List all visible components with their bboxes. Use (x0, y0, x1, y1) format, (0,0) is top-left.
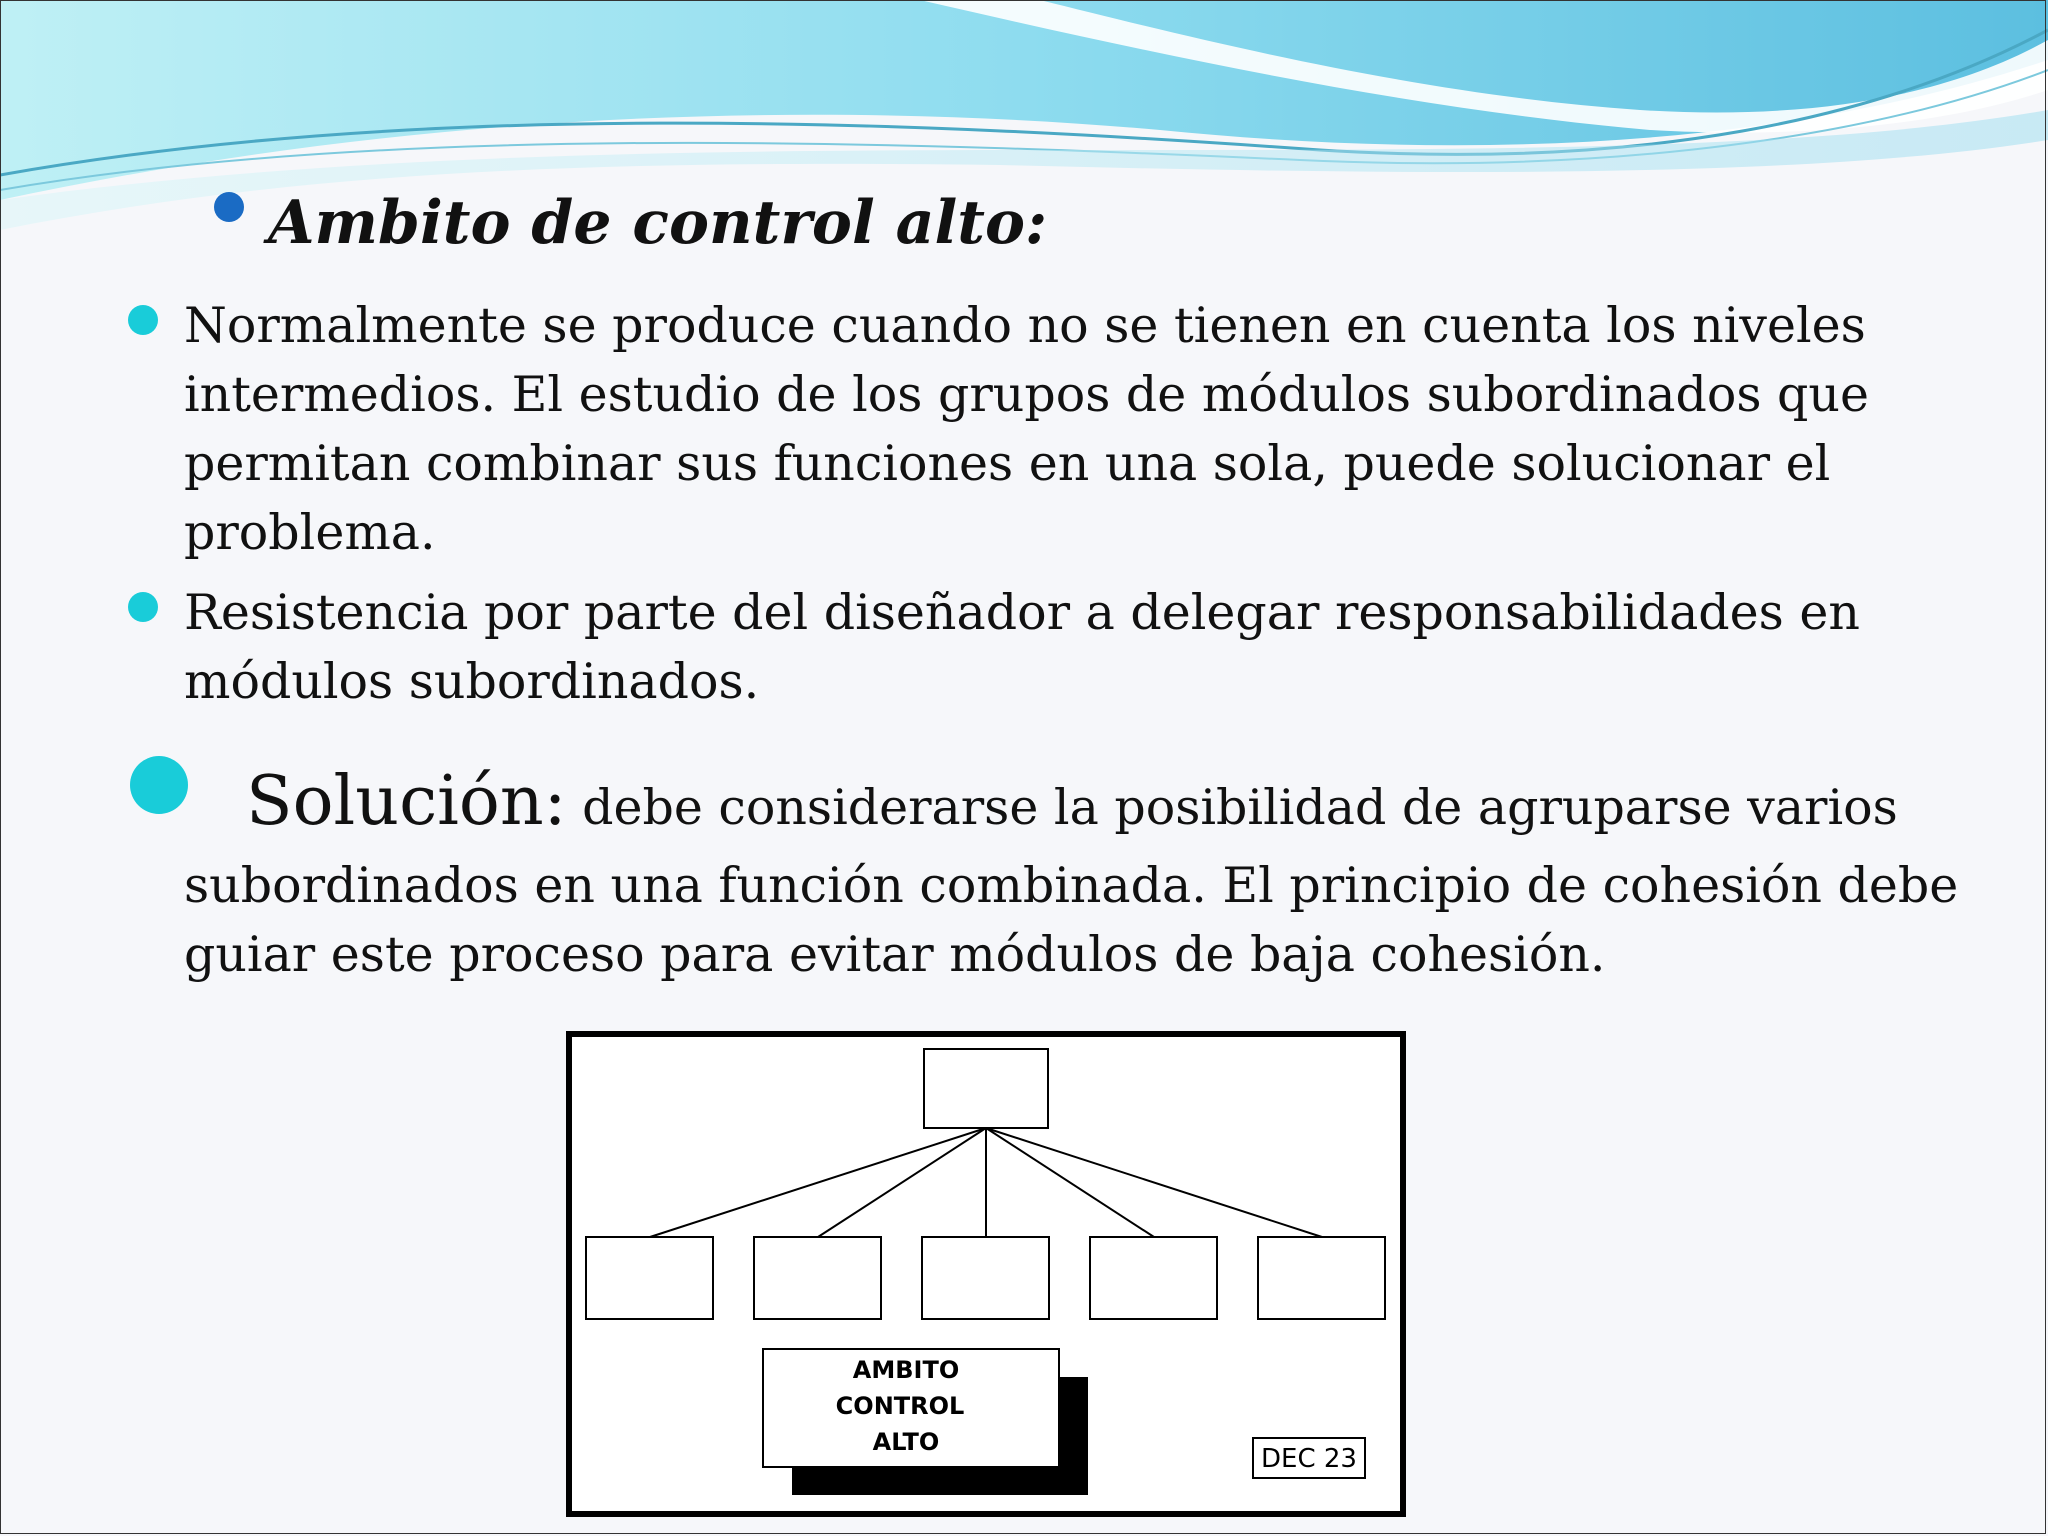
solution-heading: Solución: (246, 762, 567, 841)
slide-title: Ambito de control alto: (268, 188, 1048, 258)
solution-body: subordinados en una función combinada. El principio de cohesión debe guiar este proceso para evitar módulos de baja cohesión. (184, 857, 1959, 983)
solution-lead: debe considerarse la posibilidad de agruparse varios (566, 779, 1898, 836)
label-line-2: CONTROL (835, 1392, 965, 1420)
bullet-text-2: Resistencia por parte del diseñador a delegar responsabilidades en módulos subordinados. (184, 584, 1860, 710)
date-label: DEC 23 (1261, 1444, 1357, 1474)
bullet-text-1: Normalmente se produce cuando no se tienen en cuenta los niveles intermedios. El estudio de los grupos de módulos subordinados que permitan combinar sus funciones en una sola, puede solucionar el problema. (184, 297, 1869, 561)
label-line-3: ALTO (872, 1428, 940, 1456)
label-line-1: AMBITO (852, 1356, 960, 1384)
